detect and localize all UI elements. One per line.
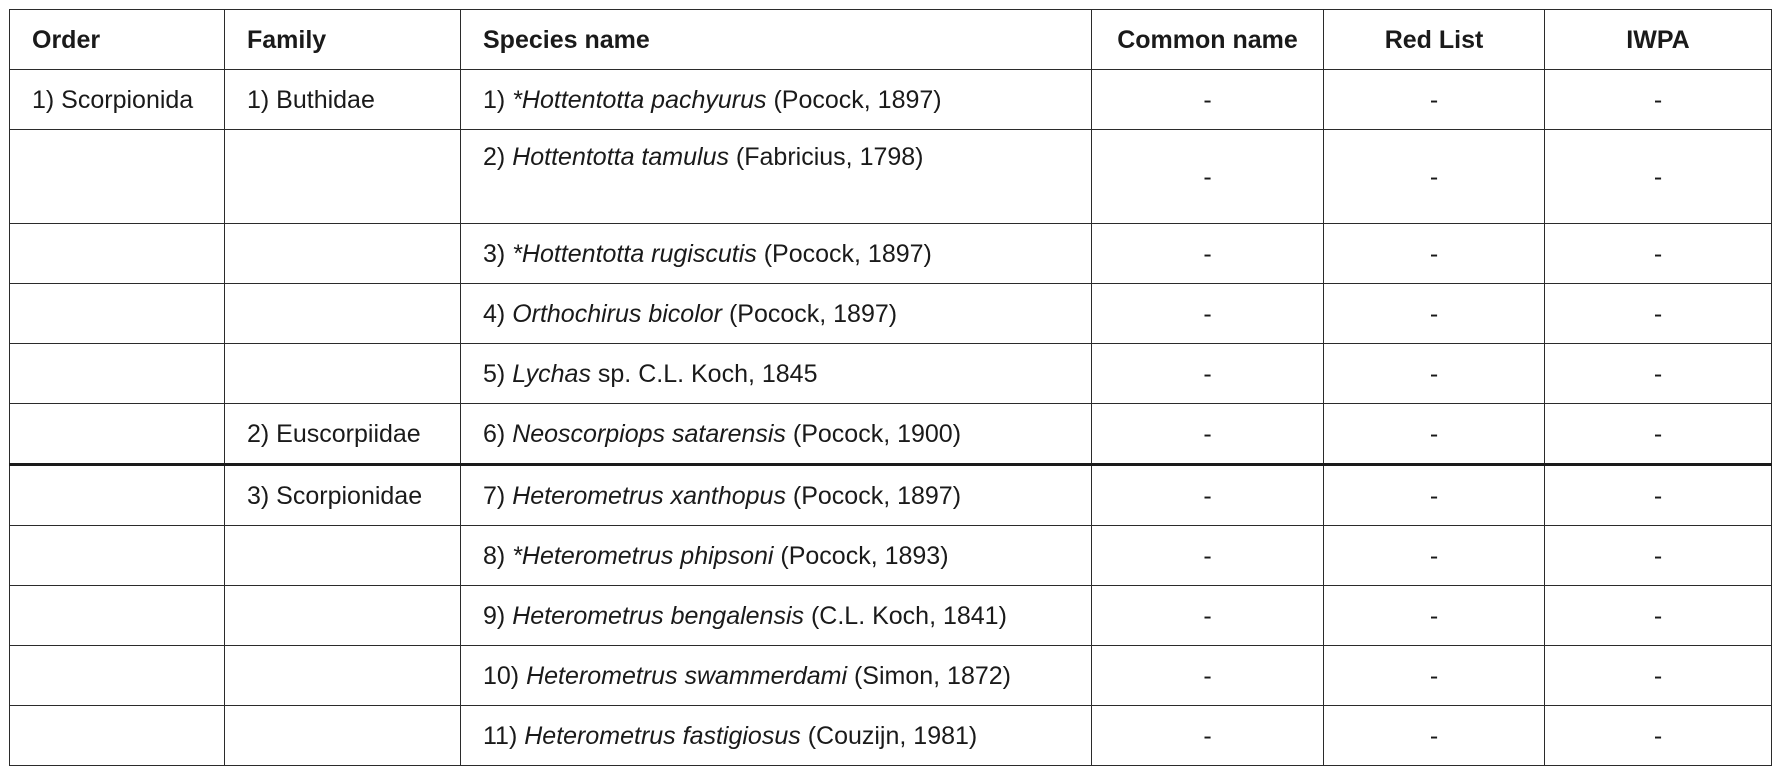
red-list-cell: - <box>1324 284 1545 344</box>
iwpa-cell: - <box>1545 706 1772 766</box>
species-authority: (C.L. Koch, 1841) <box>804 601 1007 630</box>
family-cell <box>225 130 461 224</box>
red-list-cell: - <box>1324 706 1545 766</box>
species-cell <box>461 70 1092 130</box>
species-number: 2) <box>483 143 513 171</box>
species-binomial: *Hottentotta rugiscutis <box>512 239 757 268</box>
header-species-name: Species name <box>461 10 1092 70</box>
species-cell <box>461 130 1092 224</box>
header-iwpa: IWPA <box>1545 10 1772 70</box>
species-number: 5) <box>483 359 513 388</box>
species-cell <box>461 224 1092 284</box>
species-cell <box>461 465 1092 526</box>
iwpa-cell: - <box>1545 130 1772 224</box>
species-cell <box>461 706 1092 766</box>
species-binomial: Hottentotta tamulus <box>512 143 729 171</box>
family-cell <box>225 526 461 586</box>
table-row <box>10 465 1772 526</box>
header-order: Order <box>10 10 225 70</box>
family-cell <box>225 284 461 344</box>
table-row <box>10 70 1772 130</box>
order-cell <box>10 224 225 284</box>
species-binomial: Lychas <box>512 359 591 388</box>
species-number: 7) <box>483 481 513 510</box>
common-name-cell: - <box>1092 646 1324 706</box>
table-row <box>10 224 1772 284</box>
species-authority: sp. C.L. Koch, 1845 <box>590 359 818 388</box>
species-number: 6) <box>483 419 513 448</box>
order-cell: 1) Scorpionida <box>10 70 225 130</box>
common-name-cell: - <box>1092 706 1324 766</box>
family-cell: 1) Buthidae <box>225 70 461 130</box>
order-cell <box>10 284 225 344</box>
red-list-cell: - <box>1324 465 1545 526</box>
red-list-cell: - <box>1324 130 1545 224</box>
common-name-cell: - <box>1092 404 1324 465</box>
order-cell <box>10 586 225 646</box>
common-name-cell: - <box>1092 284 1324 344</box>
order-cell <box>10 646 225 706</box>
species-binomial: Orthochirus bicolor <box>512 299 722 328</box>
table-row <box>10 344 1772 404</box>
family-cell <box>225 646 461 706</box>
table-row <box>10 586 1772 646</box>
species-authority: (Couzijn, 1981) <box>800 721 978 750</box>
species-number: 10) <box>483 661 527 690</box>
table-header-row <box>10 10 1772 70</box>
species-cell <box>461 646 1092 706</box>
species-authority: (Pocock, 1897) <box>722 299 898 328</box>
header-family: Family <box>225 10 461 70</box>
family-cell <box>225 344 461 404</box>
species-cell <box>461 344 1092 404</box>
common-name-cell: - <box>1092 586 1324 646</box>
species-number: 9) <box>483 601 513 630</box>
red-list-cell: - <box>1324 646 1545 706</box>
iwpa-cell: - <box>1545 586 1772 646</box>
species-authority: (Pocock, 1897) <box>756 239 932 268</box>
common-name-cell: - <box>1092 130 1324 224</box>
red-list-cell: - <box>1324 586 1545 646</box>
species-binomial: *Hottentotta pachyurus <box>512 85 767 114</box>
species-binomial: Heterometrus swammerdami <box>526 661 848 690</box>
iwpa-cell: - <box>1545 284 1772 344</box>
common-name-cell: - <box>1092 344 1324 404</box>
red-list-cell: - <box>1324 224 1545 284</box>
table-row <box>10 526 1772 586</box>
species-number: 8) <box>483 541 513 570</box>
table-row <box>10 404 1772 465</box>
family-cell: 3) Scorpionidae <box>225 465 461 526</box>
common-name-cell: - <box>1092 465 1324 526</box>
red-list-cell: - <box>1324 404 1545 465</box>
header-common-name: Common name <box>1092 10 1324 70</box>
header-red-list: Red List <box>1324 10 1545 70</box>
red-list-cell: - <box>1324 344 1545 404</box>
red-list-cell: - <box>1324 526 1545 586</box>
order-cell <box>10 130 225 224</box>
table-row <box>10 130 1772 224</box>
iwpa-cell: - <box>1545 526 1772 586</box>
table-row <box>10 706 1772 766</box>
species-table <box>9 9 1772 766</box>
species-authority: (Pocock, 1897) <box>785 481 962 510</box>
order-cell <box>10 404 225 465</box>
common-name-cell: - <box>1092 526 1324 586</box>
iwpa-cell: - <box>1545 646 1772 706</box>
family-cell <box>225 224 461 284</box>
iwpa-cell: - <box>1545 344 1772 404</box>
order-cell <box>10 526 225 586</box>
species-binomial: Neoscorpiops satarensis <box>512 419 786 448</box>
species-binomial: Heterometrus bengalensis <box>512 601 805 630</box>
species-authority: (Simon, 1872) <box>847 661 1011 690</box>
table-row <box>10 646 1772 706</box>
order-cell <box>10 706 225 766</box>
species-binomial: Heterometrus xanthopus <box>512 481 786 510</box>
order-cell <box>10 465 225 526</box>
species-cell <box>461 404 1092 465</box>
iwpa-cell: - <box>1545 224 1772 284</box>
table-row <box>10 284 1772 344</box>
species-table-container <box>9 9 1772 766</box>
species-authority: (Pocock, 1900) <box>785 419 962 448</box>
iwpa-cell: - <box>1545 404 1772 465</box>
species-cell <box>461 586 1092 646</box>
species-number: 4) <box>483 299 513 328</box>
species-authority: (Pocock, 1897) <box>766 85 942 114</box>
red-list-cell: - <box>1324 70 1545 130</box>
iwpa-cell: - <box>1545 465 1772 526</box>
species-binomial: *Heterometrus phipsoni <box>512 541 774 570</box>
species-number: 1) <box>483 85 513 114</box>
species-authority: (Pocock, 1893) <box>773 541 949 570</box>
species-authority: (Fabricius, 1798) <box>728 143 924 171</box>
species-binomial: Heterometrus fastigiosus <box>524 721 801 750</box>
common-name-cell: - <box>1092 70 1324 130</box>
family-cell <box>225 706 461 766</box>
species-cell <box>461 284 1092 344</box>
species-number: 3) <box>483 239 513 268</box>
family-cell: 2) Euscorpiidae <box>225 404 461 465</box>
species-number: 11) <box>483 721 525 750</box>
iwpa-cell: - <box>1545 70 1772 130</box>
species-cell <box>461 526 1092 586</box>
family-cell <box>225 586 461 646</box>
common-name-cell: - <box>1092 224 1324 284</box>
order-cell <box>10 344 225 404</box>
